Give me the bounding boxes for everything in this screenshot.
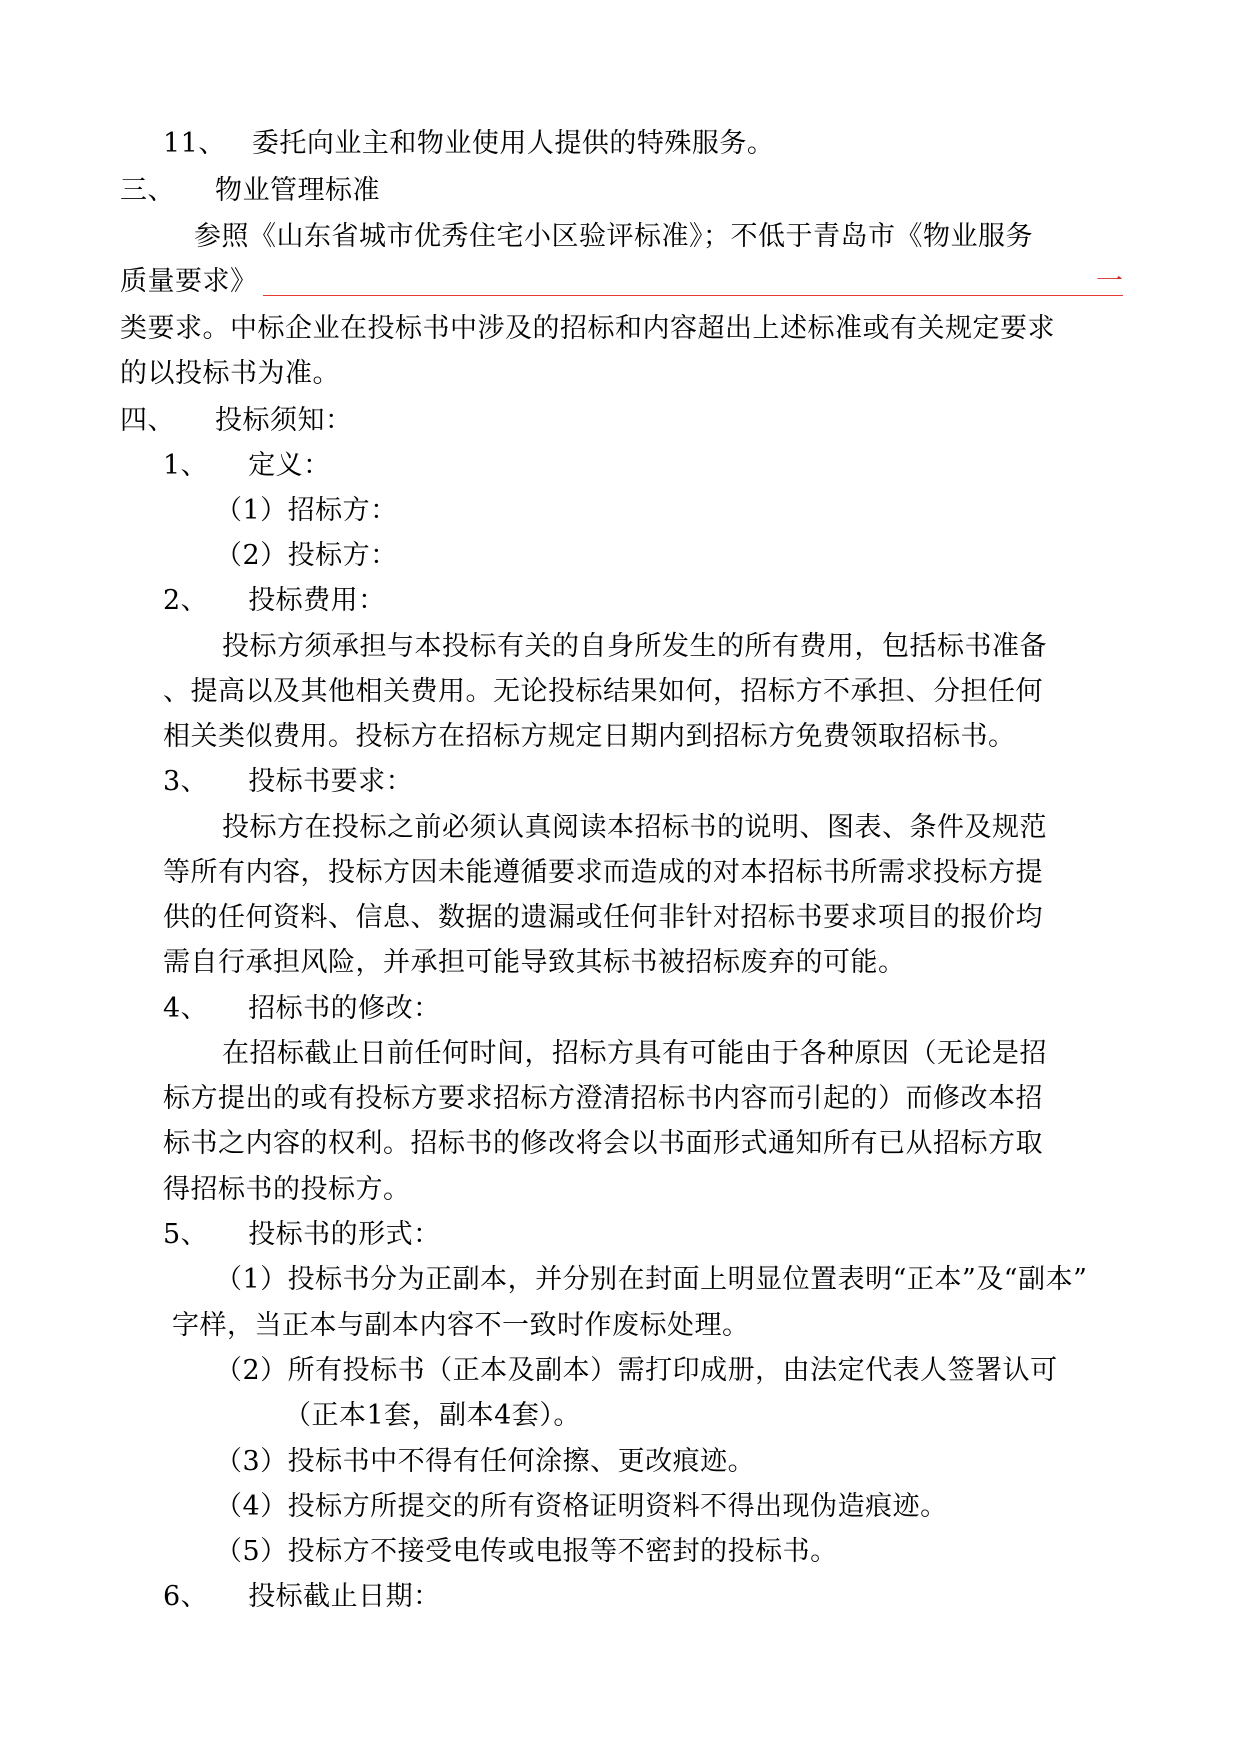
section-heading-4 (120, 405, 353, 437)
paragraph-line: 投标方须承担与本投标有关的自身所发生的所有费用，包括标书准备 (222, 631, 1047, 662)
paragraph-line: 质量要求》 (120, 266, 258, 297)
section-title: 投标须知： (215, 405, 353, 436)
item-number: 5、 (163, 1219, 209, 1250)
item-title: 投标截止日期： (248, 1581, 441, 1612)
item-number: 2、 (163, 585, 209, 616)
sub-item-continuation: 字样，当正本与副本内容不一致时作废标处理。 (172, 1310, 750, 1341)
item-title: 投标费用： (248, 585, 386, 616)
paragraph-line: 需自行承担风险，并承担可能导致其标书被招标废弃的可能。 (163, 947, 906, 978)
paragraph-line: 供的任何资料、信息、数据的遗漏或任何非针对招标书要求项目的报价均 (163, 902, 1043, 933)
list-item-6 (163, 1581, 441, 1613)
fill-in-value: 一 (1096, 266, 1123, 297)
sub-item: （5）投标方不接受电传或电报等不密封的投标书。 (215, 1536, 838, 1567)
paragraph-line: 的以投标书为准。 (120, 358, 340, 389)
section-number: 四、 (120, 405, 175, 436)
item-number: 3、 (163, 766, 209, 797)
paragraph-line: 类要求。中标企业在投标书中涉及的招标和内容超出上述标准或有关规定要求 (120, 313, 1055, 344)
sub-item: （3）投标书中不得有任何涂擦、更改痕迹。 (215, 1446, 756, 1477)
list-item-11 (163, 128, 774, 160)
list-item-3 (163, 766, 413, 798)
sub-item: （4）投标方所提交的所有资格证明资料不得出现伪造痕迹。 (215, 1491, 948, 1522)
item-title: 投标书的形式： (248, 1219, 441, 1250)
item-title: 定义： (248, 450, 331, 481)
list-item-2 (163, 585, 386, 617)
sub-item: （2）所有投标书（正本及副本）需打印成册，由法定代表人签署认可 (215, 1355, 1058, 1386)
item-number: 4、 (163, 993, 209, 1024)
item-text: 委托向业主和物业使用人提供的特殊服务。 (251, 128, 775, 159)
list-item-1 (163, 450, 331, 482)
sub-item: （1）招标方： (215, 495, 398, 526)
item-number: 6、 (163, 1581, 209, 1612)
item-title: 招标书的修改： (248, 993, 441, 1024)
item-number: 1、 (163, 450, 209, 481)
list-item-5 (163, 1219, 441, 1251)
paragraph-line: 标书之内容的权利。招标书的修改将会以书面形式通知所有已从招标方取 (163, 1128, 1043, 1159)
section-heading-3 (120, 175, 380, 207)
paragraph-line: 参照《山东省城市优秀住宅小区验评标准》；不低于青岛市《物业服务 (194, 221, 1033, 252)
section-title: 物业管理标准 (215, 175, 380, 206)
sub-item: （2）投标方： (215, 540, 398, 571)
paragraph-line: 得招标书的投标方。 (163, 1174, 411, 1205)
section-number: 三、 (120, 175, 175, 206)
paragraph-line: 投标方在投标之前必须认真阅读本招标书的说明、图表、条件及规范 (222, 812, 1047, 843)
item-title: 投标书要求： (248, 766, 414, 797)
list-item-4 (163, 993, 441, 1025)
item-number: 11、 (163, 128, 226, 159)
paragraph-line: 在招标截止日前任何时间，招标方具有可能由于各种原因（无论是招 (222, 1038, 1047, 1069)
paragraph-line: 等所有内容，投标方因未能遵循要求而造成的对本招标书所需求投标方提 (163, 857, 1043, 888)
sub-item-continuation: （正本1套，副本4套）。 (284, 1400, 581, 1431)
paragraph-line: 相关类似费用。投标方在招标方规定日期内到招标方免费领取招标书。 (163, 721, 1016, 752)
paragraph-line: 标方提出的或有投标方要求招标方澄清招标书内容而引起的）而修改本招 (163, 1083, 1043, 1114)
fill-in-underline (263, 295, 1123, 296)
paragraph-line: 、提高以及其他相关费用。无论投标结果如何，招标方不承担、分担任何 (163, 676, 1043, 707)
sub-item: （1）投标书分为正副本，并分别在封面上明显位置表明“正本”及“副本” (215, 1264, 1088, 1295)
